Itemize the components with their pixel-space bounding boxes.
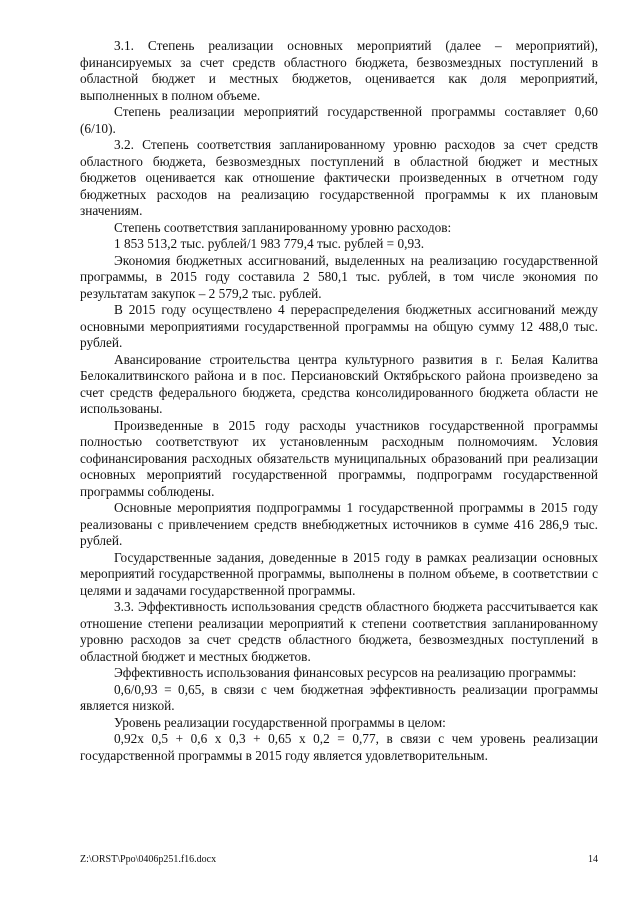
paragraph-3-3: 3.3. Эффективность использования средств областного бюджета рассчитывается как отношение степени реализации мероприятий к степени соответствия запланированному уровню расходов за счет средств областного бюджета, безвозмездных поступлений в областной бюджет и местных бюджетов. [80, 599, 598, 664]
paragraph-savings: Экономия бюджетных ассигнований, выделенных на реализацию государственной программы, в 2015 году составила 2 580,1 тыс. рублей, в том числе экономия по результатам закупок – 2 579,2 тыс. рублей. [80, 252, 598, 301]
paragraph-3-2: 3.2. Степень соответствия запланированному уровню расходов за счет средств областного бюджета, безвозмездных поступлений в областной бюджет и местных бюджетов оценивается как отношение фактически произведенных в отчетном году бюджетных расходов на реализацию государственной программы к их плановым значениям. [80, 137, 598, 218]
document-body [80, 38, 598, 764]
page-number: 14 [588, 854, 598, 865]
paragraph-efficiency-label: Эффективность использования финансовых ресурсов на реализацию программы: [114, 665, 577, 680]
paragraph-overall-level-label: Уровень реализации государственной программы в целом: [114, 714, 446, 730]
paragraph-expenses-compliance: Произведенные в 2015 году расходы участников государственной программы полностью соответствуют их установленным расходным полномочиям. Условия софинансирования расходных обязательств муниципальных образований при реализации основных мероприятий государственной программы, подпрограмм государственной программы соблюдены. [80, 417, 598, 499]
footer-file-path: Z:\ORST\Ppo\0406p251.f16.docx [80, 854, 217, 865]
paragraph-extrabudgetary: Основные мероприятия подпрограммы 1 государственной программы в 2015 году реализованы с привлечением средств внебюджетных источников в сумме 416 286,9 тыс. рублей. [80, 500, 598, 548]
paragraph-implementation-degree: Степень реализации мероприятий государственной программы составляет 0,60 (6/10). [80, 104, 598, 136]
paragraph-state-tasks: Государственные задания, доведенные в 2015 году в рамках реализации основных мероприятий государственной программы, выполнены в полном объеме, в соответствии с целями и задачами государственной программы. [80, 549, 598, 598]
paragraph-expense-compliance-formula: 1 853 513,2 тыс. рублей/1 983 779,4 тыс. рублей = 0,93. [114, 236, 425, 251]
paragraph-efficiency-formula: 0,6/0,93 = 0,65, в связи с чем бюджетная эффективность реализации программы является низкой. [80, 681, 598, 713]
page-footer [80, 854, 598, 865]
paragraph-3-1: 3.1. Степень реализации основных мероприятий (далее – мероприятий), финансируемых за счет средств областного бюджета, безвозмездных поступлений в областной бюджет и местных бюджетов, оценивается как доля мероприятий, выполненных в полном объеме. [80, 38, 598, 103]
paragraph-reallocations: В 2015 году осуществлено 4 перераспределения бюджетных ассигнований между основными мероприятиями государственной программы на общую сумму 12 488,0 тыс. рублей. [80, 302, 598, 350]
paragraph-overall-level-formula: 0,92x 0,5 + 0,6 x 0,3 + 0,65 x 0,2 = 0,77, в связи с чем уровень реализации государственной программы в 2015 году является удовлетворительным. [80, 731, 598, 763]
paragraph-advance-payment: Авансирование строительства центра культурного развития в г. Белая Калитва Белокалитвинского района и в пос. Персиановский Октябрьского района произведено за счет средств федерального бюджета, средства консолидированного бюджета области не использованы. [80, 351, 598, 416]
paragraph-expense-compliance-label: Степень соответствия запланированному уровню расходов: [114, 219, 452, 235]
